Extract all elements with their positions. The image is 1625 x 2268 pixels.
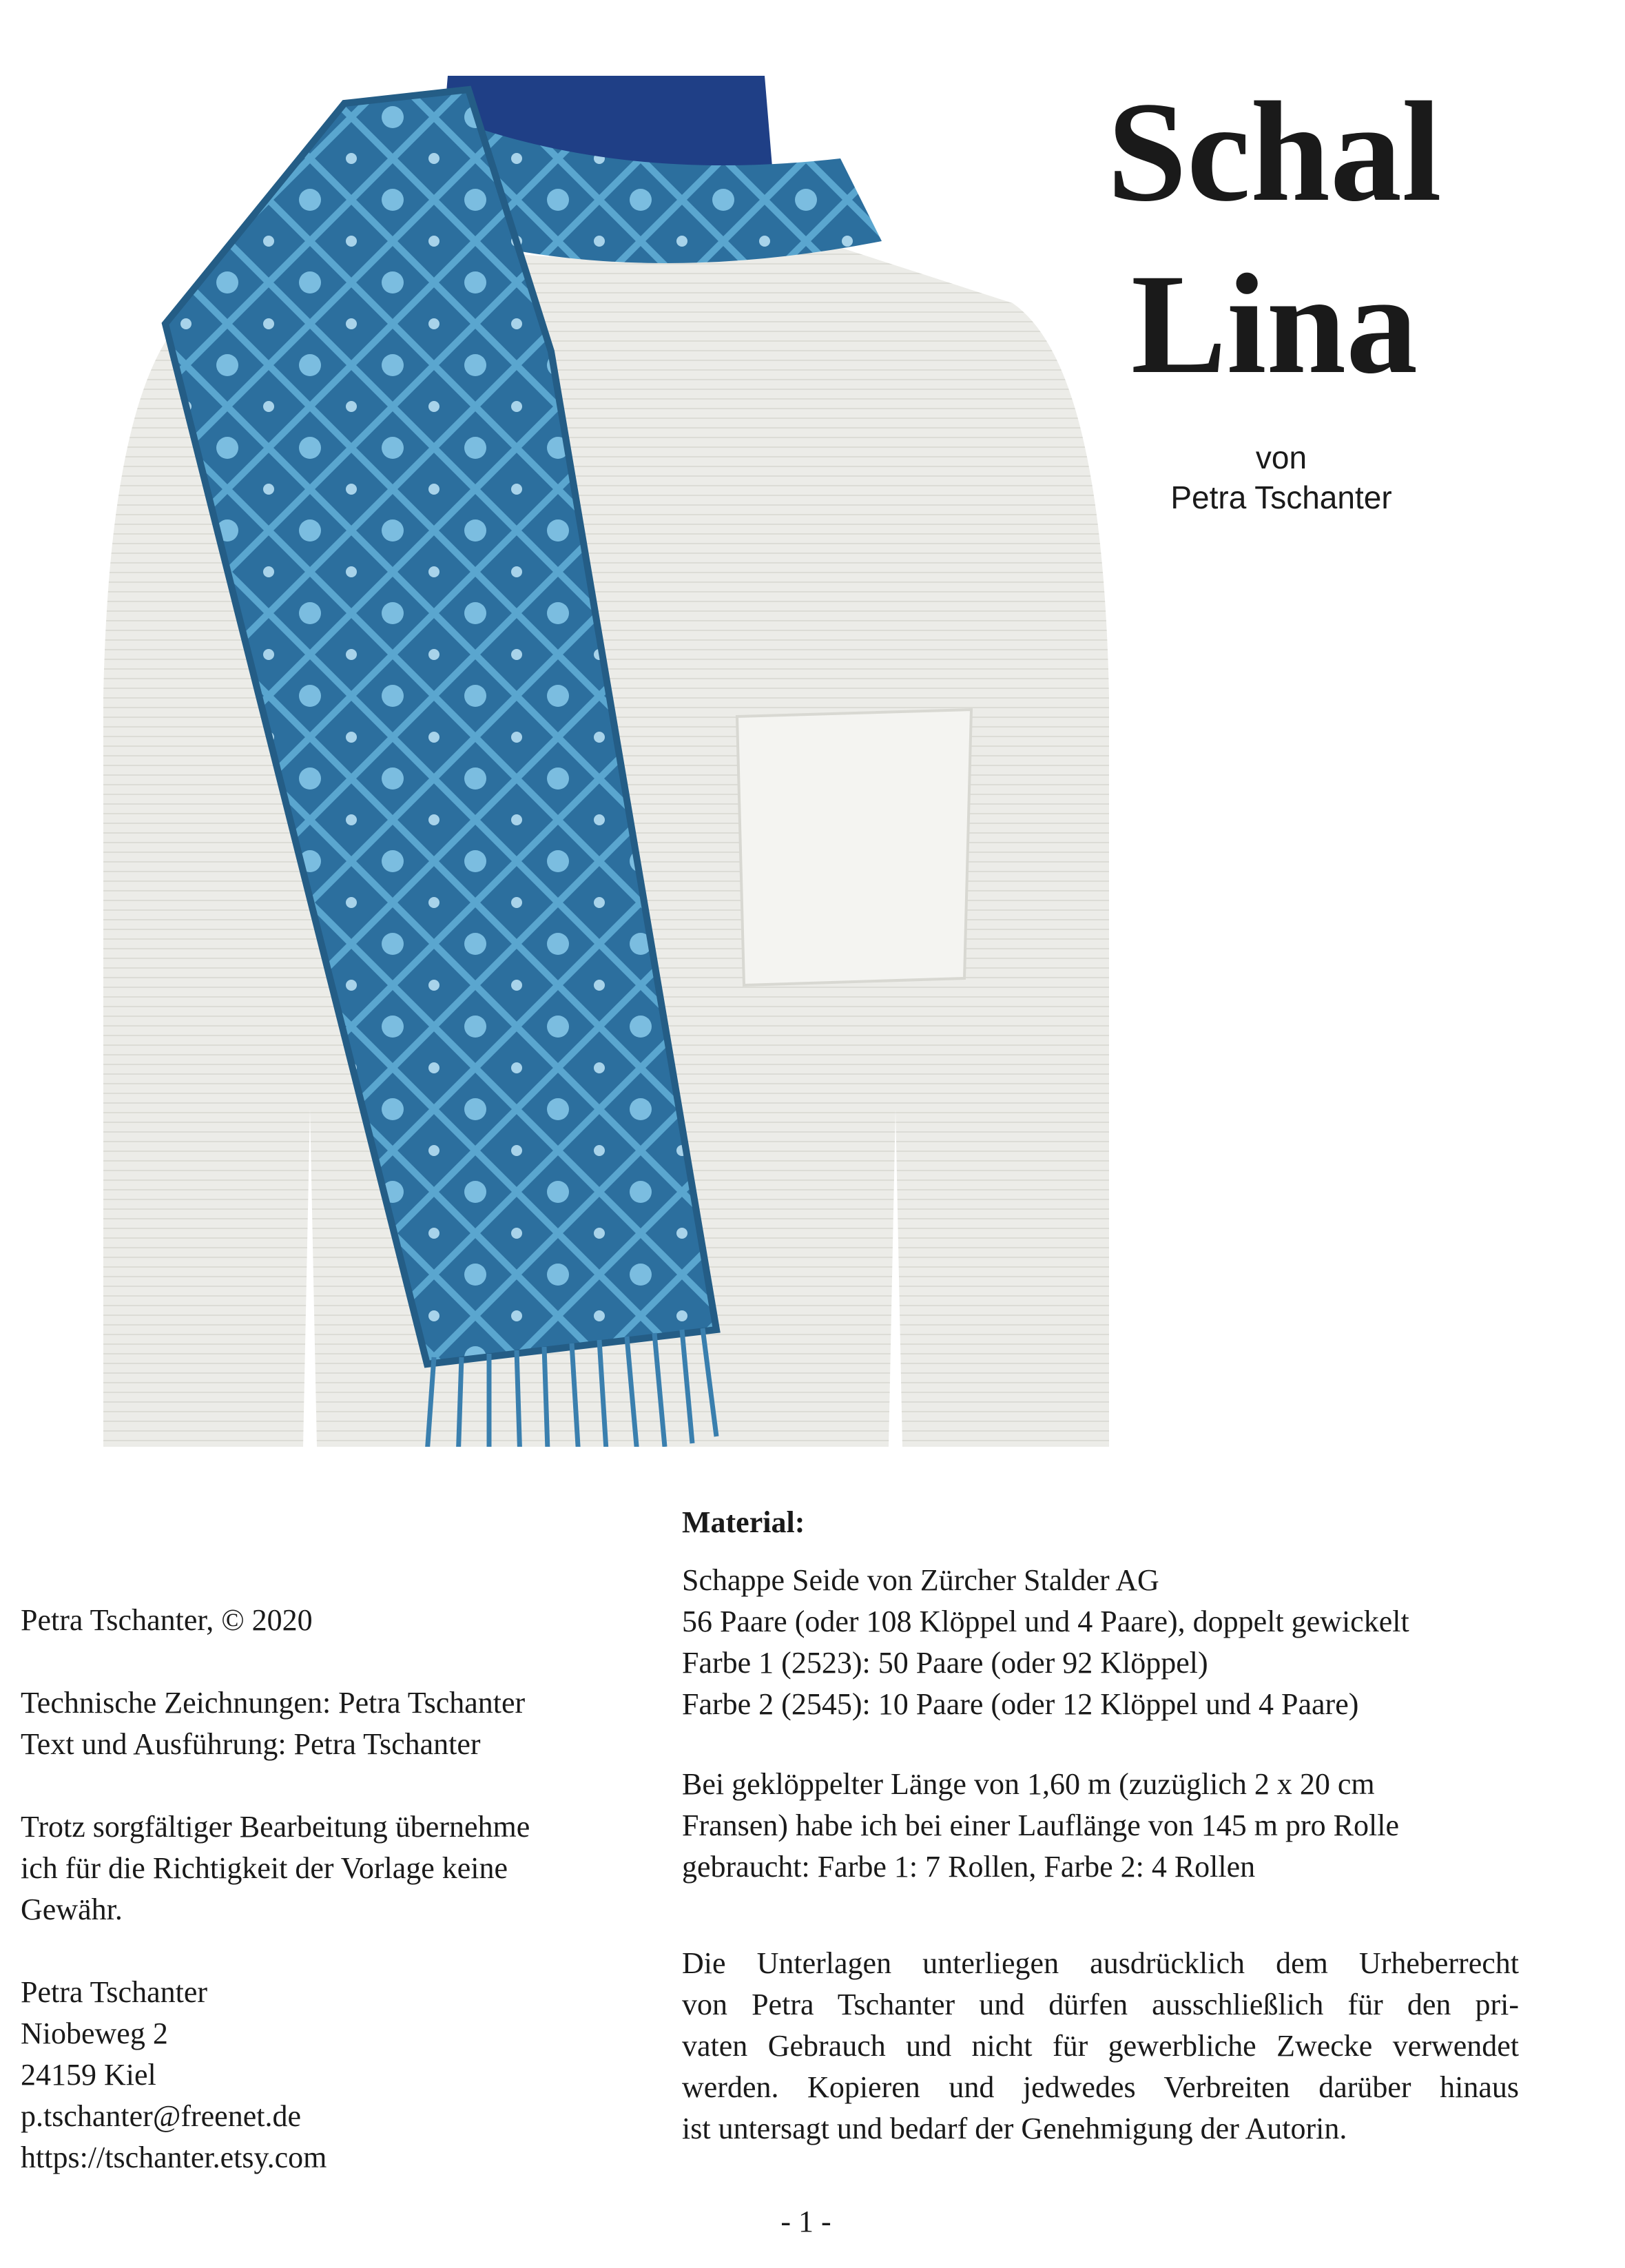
material-line: Farbe 1 (2523): 50 Paare (oder 92 Klöppel) [682, 1646, 1208, 1680]
byline-author: Petra Tschanter [1170, 480, 1392, 515]
disclaimer-line: ich für die Richtigkeit der Vorlage keine [21, 1851, 508, 1885]
usage-paragraph [682, 1764, 1519, 1888]
material-list [682, 1560, 1519, 1725]
page-number: - 1 - [780, 2205, 831, 2238]
imprint-column [21, 1600, 641, 2220]
address-email: p.tschanter@freenet.de [21, 2099, 301, 2133]
address-city: 24159 Kiel [21, 2058, 156, 2092]
scarf-illustration [103, 76, 1109, 1447]
usage-line: Bei geklöppelter Länge von 1,60 m (zuzüglich 2 x 20 cm [682, 1767, 1375, 1801]
credit-line: Technische Zeichnungen: Petra Tschanter [21, 1686, 526, 1720]
material-column [682, 1502, 1519, 2188]
copyright-line: Petra Tschanter, © 2020 [21, 1603, 313, 1637]
material-line: 56 Paare (oder 108 Klöppel und 4 Paare), doppelt gewickelt [682, 1605, 1409, 1638]
material-line: Schappe Seide von Zürcher Stalder AG [682, 1563, 1159, 1597]
credits [21, 1682, 641, 1765]
credit-line: Text und Ausführung: Petra Tschanter [21, 1727, 481, 1761]
disclaimer-line: Trotz sorgfältiger Bearbeitung übernehme [21, 1810, 530, 1844]
material-heading: Material: [682, 1505, 805, 1539]
rights-line: von Petra Tschanter und dürfen ausschließlich für den pri- [682, 1988, 1519, 2021]
rights-paragraph [682, 1943, 1519, 2150]
address-block [21, 1972, 641, 2178]
title-line-1: Schal [1107, 72, 1442, 231]
sweater-pocket [737, 710, 971, 985]
address-website: https://tschanter.etsy.com [21, 2141, 327, 2174]
material-line: Farbe 2 (2545): 10 Paare (oder 12 Klöppel und 4 Paare) [682, 1687, 1359, 1721]
rights-line: Die Unterlagen unterliegen ausdrücklich dem Urheberrecht [682, 1946, 1519, 1980]
address-street: Niobeweg 2 [21, 2017, 168, 2050]
byline-von: von [1255, 440, 1307, 475]
rights-line: werden. Kopieren und jedwedes Verbreiten darüber hinaus [682, 2070, 1519, 2104]
usage-line: Fransen) habe ich bei einer Lauflänge von 145 m pro Rolle [682, 1808, 1400, 1842]
scarf-photo [103, 76, 1109, 1447]
rights-line: ist untersagt und bedarf der Genehmigung der Autorin. [682, 2112, 1347, 2145]
disclaimer [21, 1806, 641, 1930]
title-line-2: Lina [1130, 245, 1418, 403]
disclaimer-line: Gewähr. [21, 1893, 123, 1926]
byline [1116, 437, 1447, 517]
usage-line: gebraucht: Farbe 1: 7 Rollen, Farbe 2: 4 Rollen [682, 1850, 1256, 1884]
document-title [1088, 65, 1460, 410]
address-name: Petra Tschanter [21, 1975, 208, 2009]
rights-line: vaten Gebrauch und nicht für gewerbliche Zwecke verwendet [682, 2029, 1519, 2063]
